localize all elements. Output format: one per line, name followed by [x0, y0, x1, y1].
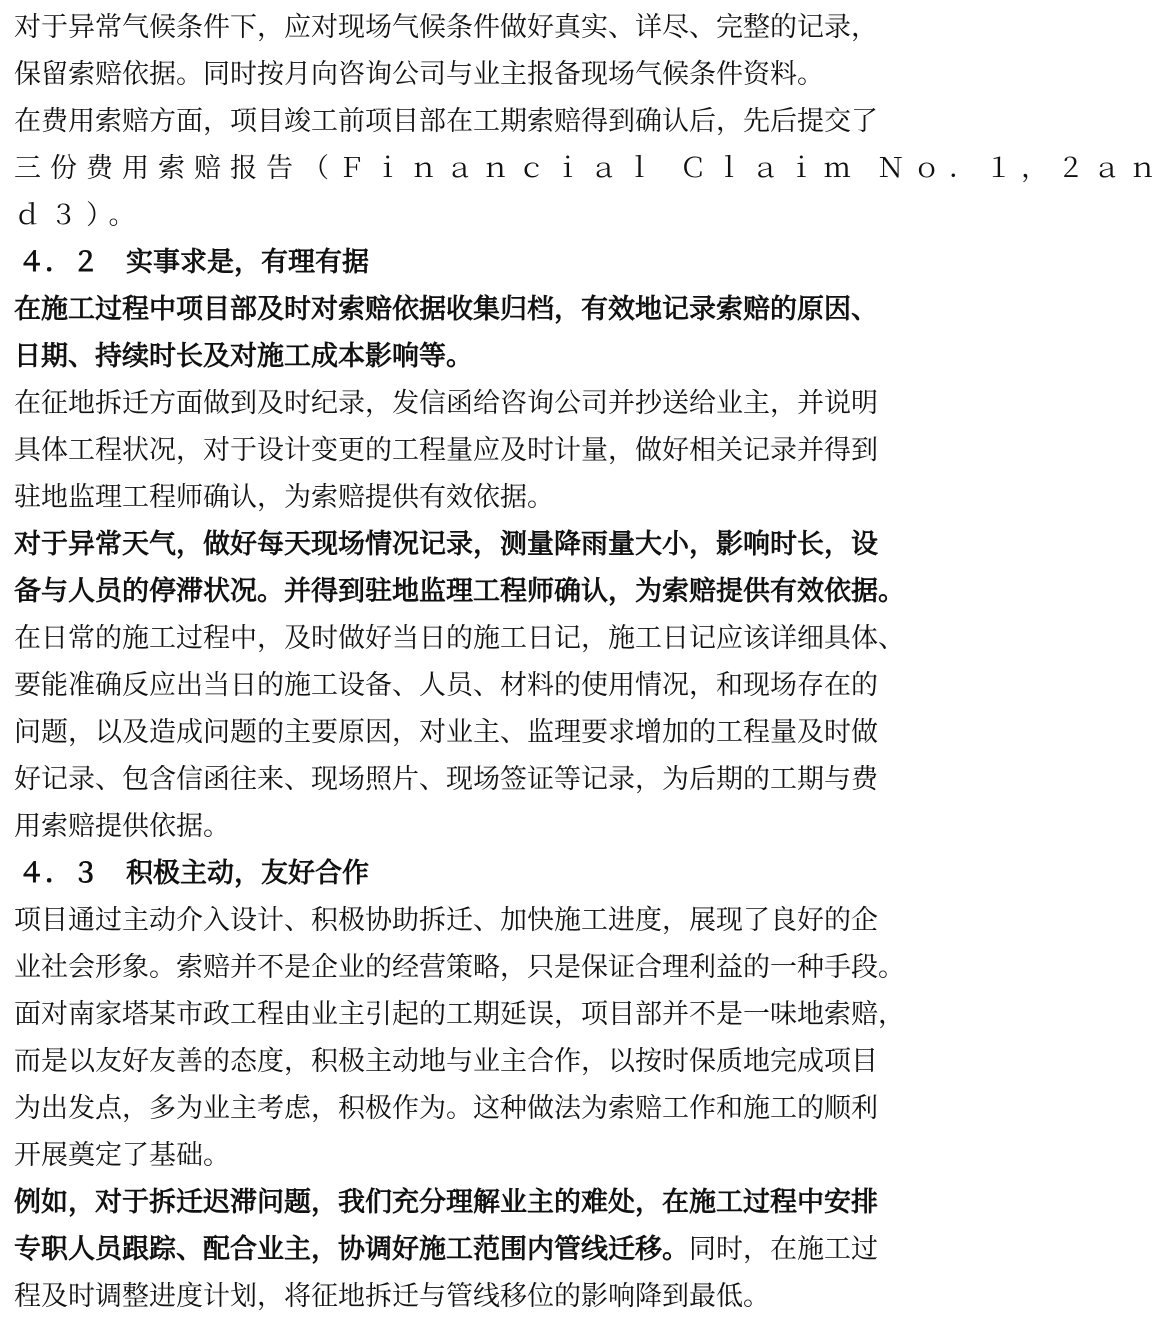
text-line: 在费用索赔方面，项目竣工前项目部在工期索赔得到确认后，先后提交了: [14, 106, 878, 137]
section-heading-4-2: ４．２ 实事求是，有理有据: [18, 247, 369, 278]
bold-text-line: 日期、持续时长及对施工成本影响等。: [14, 341, 473, 372]
text-line: 三份费用索赔报告（Ｆｉｎａｎｃｉａｌ Ｃｌａｉｍ Ｎｏ．１，２ａｎ: [14, 153, 1165, 184]
text-line: 业社会形象。索赔并不是企业的经营策略，只是保证合理利益的一种手段。: [14, 952, 905, 983]
text-line: 对于异常气候条件下，应对现场气候条件做好真实、详尽、完整的记录，: [14, 12, 878, 43]
text-line: 保留索赔依据。同时按月向咨询公司与业主报备现场气候条件资料。: [14, 59, 824, 90]
text-line: 用索赔提供依据。: [14, 811, 230, 842]
text-line: 在日常的施工过程中，及时做好当日的施工日记，施工日记应该详细具体、: [14, 623, 905, 654]
text-line: ｄ３）。: [14, 200, 145, 231]
text-line: 具体工程状况，对于设计变更的工程量应及时计量，做好相关记录并得到: [14, 435, 878, 466]
text-line: 开展奠定了基础。: [14, 1140, 230, 1171]
bold-segment: 专职人员跟踪、配合业主，协调好施工范围内管线迁移。: [14, 1234, 689, 1265]
text-line: 为出发点，多为业主考虑，积极作为。这种做法为索赔工作和施工的顺利: [14, 1093, 878, 1124]
normal-segment: 同时，在施工过: [689, 1234, 878, 1265]
text-line: 好记录、包含信函往来、现场照片、现场签证等记录，为后期的工期与费: [14, 764, 878, 795]
text-line: 程及时调整进度计划，将征地拆迁与管线移位的影响降到最低。: [14, 1281, 770, 1312]
bold-text-line: 对于异常天气，做好每天现场情况记录，测量降雨量大小，影响时长，设: [14, 529, 878, 560]
section-heading-4-3: ４．３ 积极主动，友好合作: [18, 858, 369, 889]
bold-text-line: 例如，对于拆迁迟滞问题，我们充分理解业主的难处，在施工过程中安排: [14, 1187, 878, 1218]
mixed-text-line: [14, 1226, 899, 1273]
text-line: 而是以友好友善的态度，积极主动地与业主合作，以按时保质地完成项目: [14, 1046, 878, 1077]
bold-text-line: 在施工过程中项目部及时对索赔依据收集归档，有效地记录索赔的原因、: [14, 294, 878, 325]
bold-text-line: 备与人员的停滞状况。并得到驻地监理工程师确认，为索赔提供有效依据。: [14, 576, 905, 607]
text-line: 驻地监理工程师确认，为索赔提供有效依据。: [14, 482, 554, 513]
text-line: 问题，以及造成问题的主要原因，对业主、监理要求增加的工程量及时做: [14, 717, 878, 748]
text-line: 在征地拆迁方面做到及时纪录，发信函给咨询公司并抄送给业主，并说明: [14, 388, 878, 419]
text-line: 项目通过主动介入设计、积极协助拆迁、加快施工进度，展现了良好的企: [14, 905, 878, 936]
text-line: 要能准确反应出当日的施工设备、人员、材料的使用情况，和现场存在的: [14, 670, 878, 701]
text-line: 面对南家塔某市政工程由业主引起的工期延误，项目部并不是一味地索赔，: [14, 999, 905, 1030]
